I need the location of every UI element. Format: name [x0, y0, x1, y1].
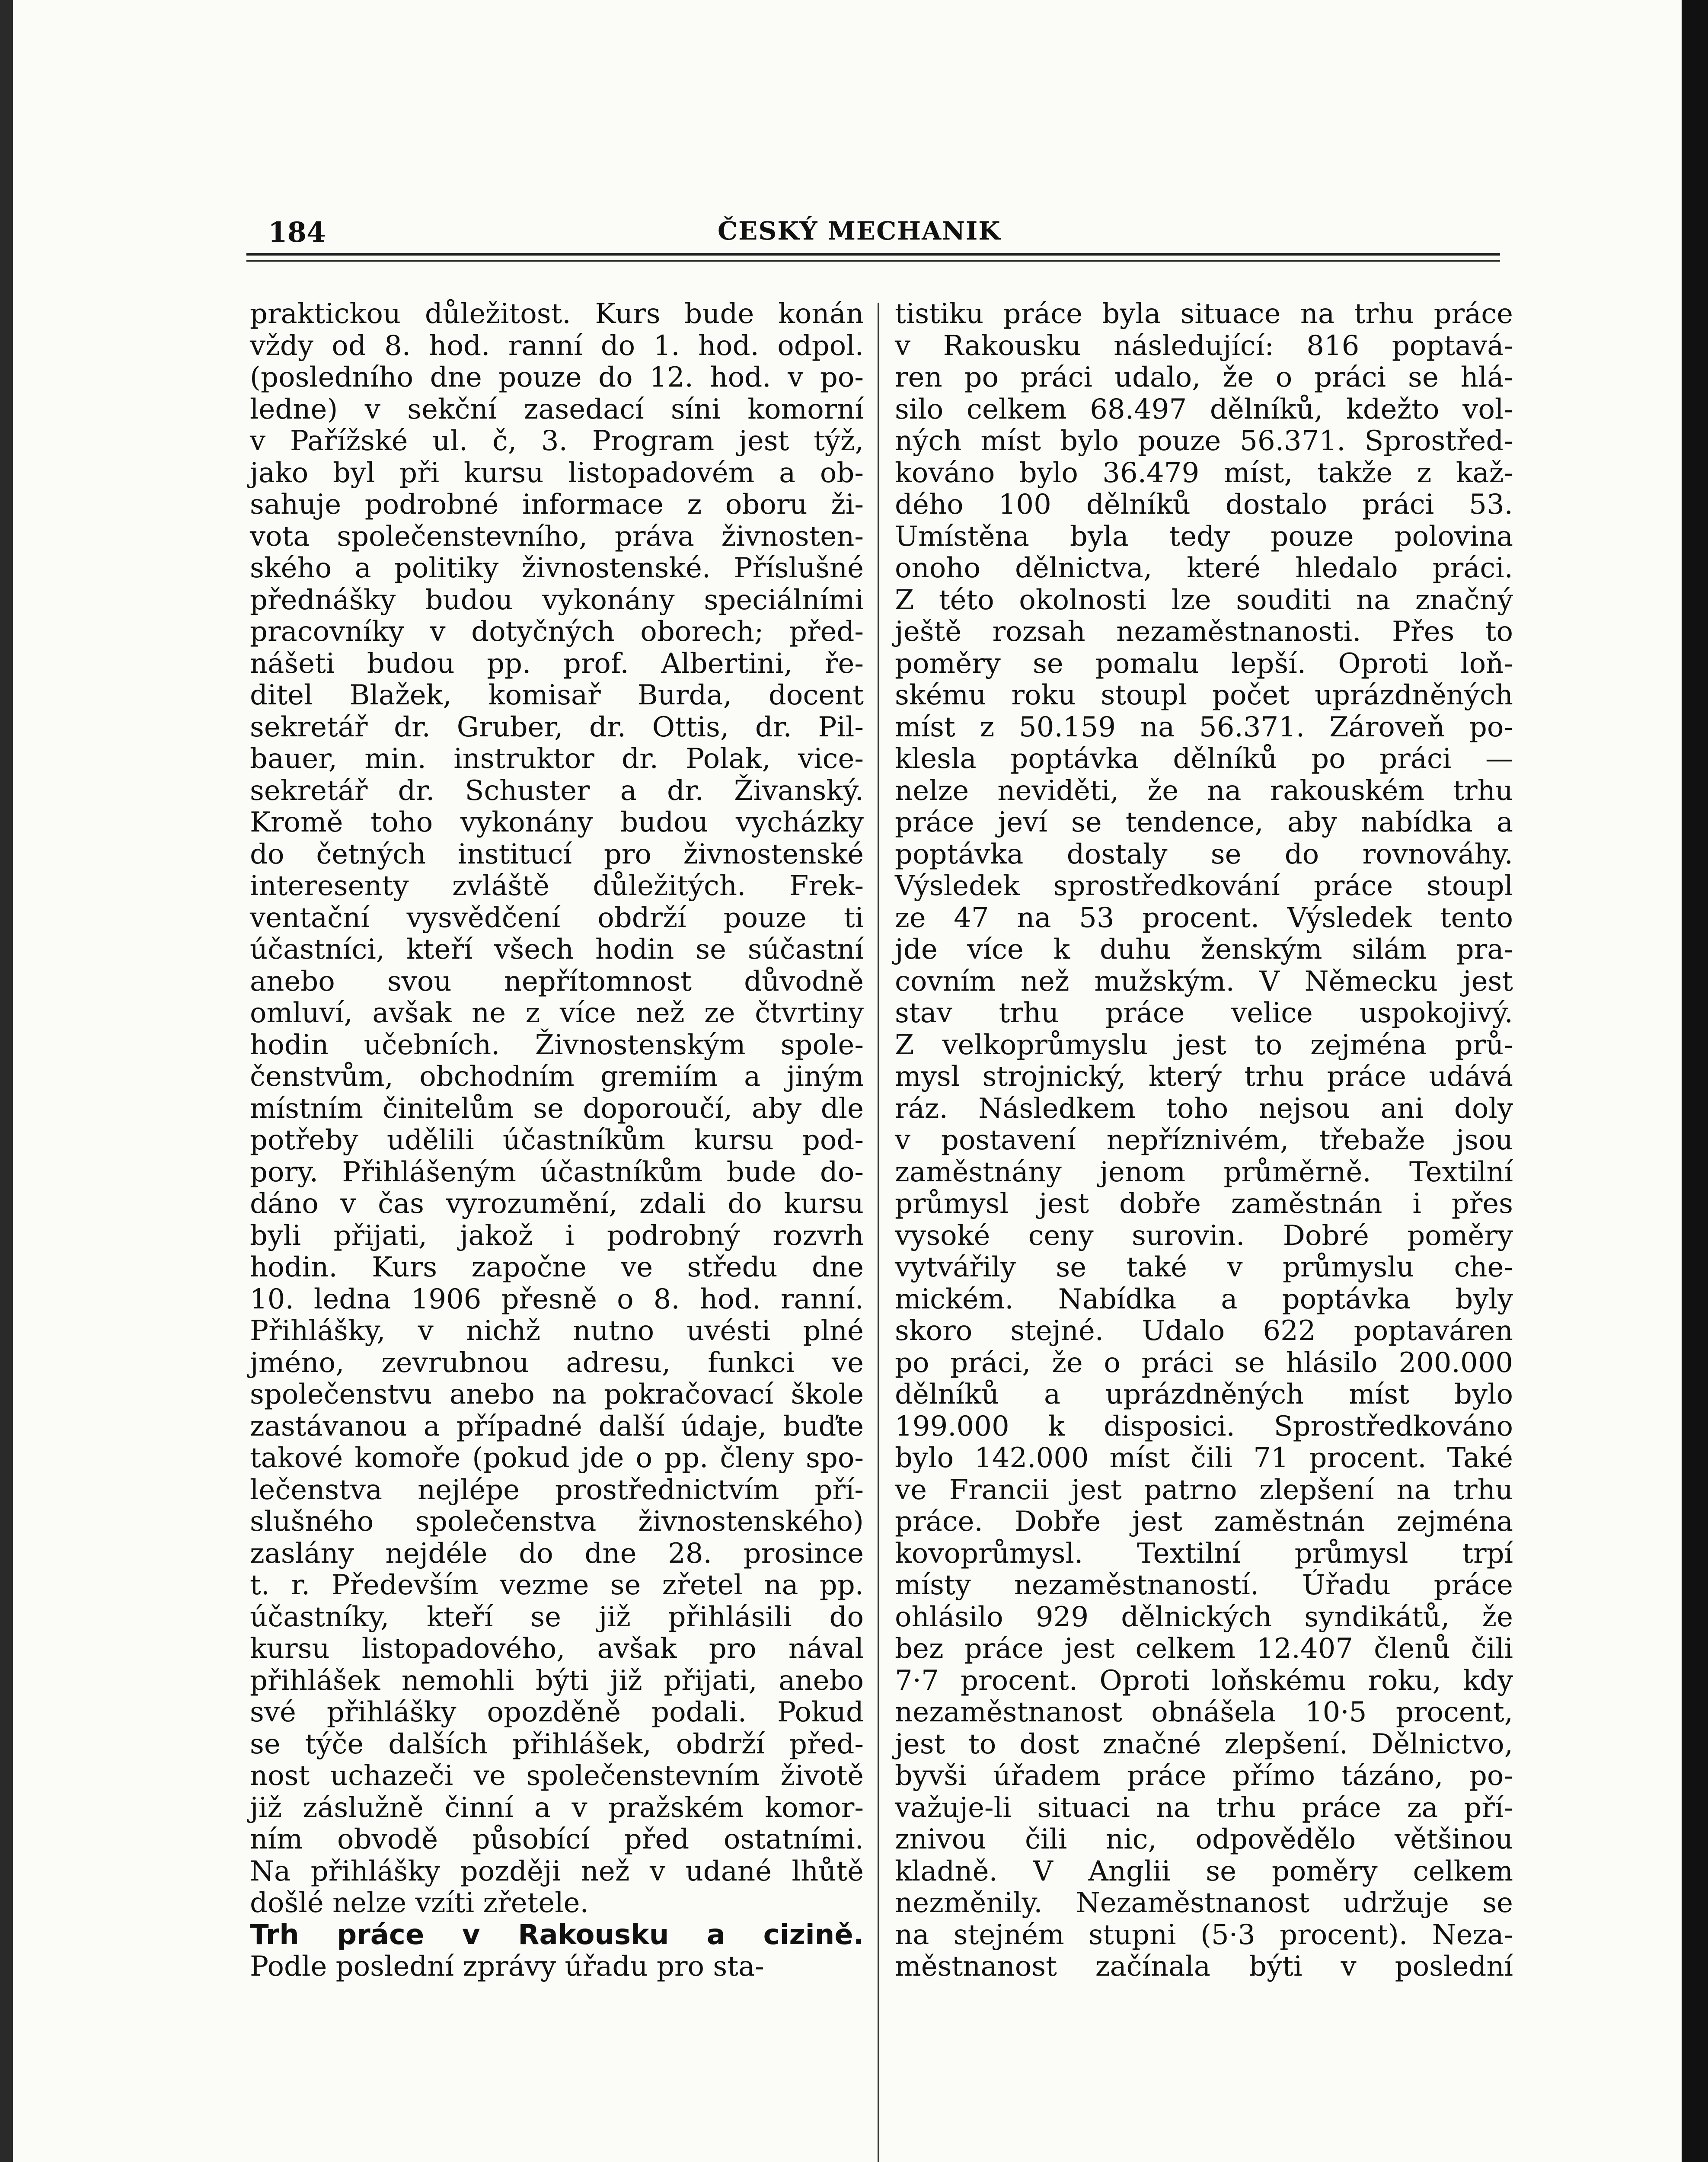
text-line: poměry se pomalu lepší. Oproti loň-	[895, 647, 1513, 680]
text-line: ných míst bylo pouze 56.371. Sprostřed-	[895, 425, 1513, 457]
text-line: stav trhu práce velice uspokojivý.	[895, 997, 1513, 1029]
text-line: zaslány nejdéle do dne 28. prosince	[250, 1537, 864, 1570]
text-line: ráz. Následkem toho nejsou ani doly	[895, 1092, 1513, 1125]
text-line: mysl strojnický, který trhu práce udává	[895, 1061, 1513, 1093]
text-line: znivou čili nic, odpovědělo většinou	[895, 1823, 1513, 1855]
header-rule	[246, 253, 1500, 256]
text-line: kladně. V Anglii se poměry celkem	[895, 1855, 1513, 1887]
text-line: nášeti budou pp. prof. Albertini, ře-	[250, 647, 864, 680]
text-line: pracovníky v dotyčných oborech; před-	[250, 616, 864, 648]
text-line: sekretář dr. Gruber, dr. Ottis, dr. Pil-	[250, 711, 864, 743]
text-line: Na přihlášky později než v udané lhůtě	[250, 1855, 864, 1887]
text-line: společenstvu anebo na pokračovací škole	[250, 1378, 864, 1410]
text-line: práce jeví se tendence, aby nabídka a	[895, 806, 1513, 838]
text-line: mickém. Nabídka a poptávka byly	[895, 1283, 1513, 1315]
text-line: slušného společenstva živnostenského)	[250, 1506, 864, 1538]
text-line: sahuje podrobné informace z oboru ži-	[250, 489, 864, 521]
text-line: vota společenstevního, práva živnosten-	[250, 520, 864, 553]
page	[13, 0, 1682, 2162]
text-line: zaměstnány jenom průměrně. Textilní	[895, 1156, 1513, 1188]
text-line: onoho dělnictva, které hledalo práci.	[895, 552, 1513, 584]
right-column	[895, 298, 1513, 1983]
text-line: silo celkem 68.497 dělníků, kdežto vol-	[895, 393, 1513, 425]
left-column	[250, 298, 864, 1983]
text-line: po práci, že o práci se hlásilo 200.000	[895, 1346, 1513, 1379]
text-line: bauer, min. instruktor dr. Polak, vice-	[250, 743, 864, 775]
page-header	[246, 216, 1500, 255]
text-line: nezměnily. Nezaměstnanost udržuje se	[895, 1887, 1513, 1919]
text-line: již záslužně činní a v pražském komor-	[250, 1791, 864, 1824]
text-line: važuje-li situaci na trhu práce za pří-	[895, 1791, 1513, 1824]
page-number: 184	[268, 216, 326, 249]
header-rule-thin	[246, 260, 1500, 262]
text-line: své přihlášky opozděně podali. Pokud	[250, 1696, 864, 1728]
text-line: jde více k duhu ženským silám pra-	[895, 934, 1513, 966]
text-line: ve Francii jest patrno zlepšení na trhu	[895, 1474, 1513, 1506]
text-line: vysoké ceny surovin. Dobré poměry	[895, 1219, 1513, 1252]
text-line: zastávanou a případné další údaje, buďte	[250, 1410, 864, 1442]
text-line: Kromě toho vykonány budou vycházky	[250, 806, 864, 838]
text-line: byvši úřadem práce přímo tázáno, po-	[895, 1760, 1513, 1792]
text-line: kováno bylo 36.479 míst, takže z kaž-	[895, 457, 1513, 489]
text-line: jako byl při kursu listopadovém a ob-	[250, 457, 864, 489]
text-line: pory. Přihlášeným účastníkům bude do-	[250, 1156, 864, 1188]
text-line: bylo 142.000 míst čili 71 procent. Také	[895, 1442, 1513, 1474]
text-line: takové komoře (pokud jde o pp. členy spo-	[250, 1442, 864, 1474]
text-line: tistiku práce byla situace na trhu práce	[895, 298, 1513, 330]
text-line: sekretář dr. Schuster a dr. Živanský.	[250, 774, 864, 807]
text-line: anebo svou nepřítomnost důvodně	[250, 965, 864, 998]
text-line: nelze neviděti, že na rakouském trhu	[895, 774, 1513, 807]
text-line: práce. Dobře jest zaměstnán zejména	[895, 1506, 1513, 1538]
text-line: účastníky, kteří se již přihlásili do	[250, 1601, 864, 1633]
text-line: vytvářily se také v průmyslu che-	[895, 1251, 1513, 1283]
text-line: účastníci, kteří všech hodin se súčastní	[250, 934, 864, 966]
text-line: interesenty zvláště důležitých. Frek-	[250, 870, 864, 902]
text-line: covním než mužským. V Německu jest	[895, 965, 1513, 998]
text-line: 7·7 procent. Oproti loňskému roku, kdy	[895, 1664, 1513, 1697]
text-line: ním obvodě působící před ostatními.	[250, 1823, 864, 1855]
text-line: omluví, avšak ne z více než ze čtvrtiny	[250, 997, 864, 1029]
section-heading: Trh práce v Rakousku a cizině.	[250, 1919, 864, 1951]
text-line: bez práce jest celkem 12.407 členů čili	[895, 1633, 1513, 1665]
text-line: t. r. Především vezme se zřetel na pp.	[250, 1569, 864, 1601]
text-line: přednášky budou vykonány speciálními	[250, 584, 864, 616]
text-line: Výsledek sprostředkování práce stoupl	[895, 870, 1513, 902]
text-line: ren po práci udalo, že o práci se hlá-	[895, 361, 1513, 393]
text-line: lečenstva nejlépe prostřednictvím pří-	[250, 1474, 864, 1506]
text-line: Umístěna byla tedy pouze polovina	[895, 520, 1513, 553]
text-line: dáno v čas vyrozumění, zdali do kursu	[250, 1188, 864, 1220]
text-line: došlé nelze vzíti zřetele.	[250, 1887, 589, 1919]
text-line: potřeby udělili účastníkům kursu pod-	[250, 1124, 864, 1156]
text-line: Z této okolnosti lze souditi na značný	[895, 584, 1513, 616]
text-line: ohlásilo 929 dělnických syndikátů, že	[895, 1601, 1513, 1633]
text-line: v Rakousku následující: 816 poptavá-	[895, 329, 1513, 362]
text-line: Podle poslední zprávy úřadu pro sta-	[250, 1951, 764, 1983]
scan-edge	[1682, 0, 1708, 2162]
text-line: vždy od 8. hod. ranní do 1. hod. odpol.	[250, 329, 864, 362]
text-line: 199.000 k disposici. Sprostředkováno	[895, 1410, 1513, 1442]
text-line: v Pařížské ul. č, 3. Program jest týž,	[250, 425, 864, 457]
text-line: na stejném stupni (5·3 procent). Neza-	[895, 1919, 1513, 1951]
text-line: průmysl jest dobře zaměstnán i přes	[895, 1188, 1513, 1220]
text-line: kursu listopadového, avšak pro nával	[250, 1633, 864, 1665]
text-line: nost uchazeči ve společenstevním životě	[250, 1760, 864, 1792]
text-line: hodin. Kurs započne ve středu dne	[250, 1251, 864, 1283]
text-line: (posledního dne pouze do 12. hod. v po-	[250, 361, 864, 393]
text-line: místním činitelům se doporoučí, aby dle	[250, 1092, 864, 1125]
text-line: jméno, zevrubnou adresu, funkci ve	[250, 1346, 864, 1379]
text-line: skému roku stoupl počet uprázdněných	[895, 679, 1513, 711]
column-divider	[878, 303, 879, 2162]
text-line: ventační vysvědčení obdrží pouze ti	[250, 902, 864, 934]
text-line: skoro stejné. Udalo 622 poptaváren	[895, 1315, 1513, 1347]
text-line: byli přijati, jakož i podrobný rozvrh	[250, 1219, 864, 1252]
text-line: dělníků a uprázdněných míst bylo	[895, 1378, 1513, 1410]
text-line: 10. ledna 1906 přesně o 8. hod. ranní.	[250, 1283, 864, 1315]
text-line: městnanost začínala býti v poslední	[895, 1951, 1513, 1983]
text-line: v postavení nepříznivém, třebaže jsou	[895, 1124, 1513, 1156]
running-title: ČESKÝ MECHANIK	[718, 216, 1001, 246]
text-line: kovoprůmysl. Textilní průmysl trpí	[895, 1537, 1513, 1570]
text-line: jest to dost značné zlepšení. Dělnictvo,	[895, 1728, 1513, 1760]
text-line: do četných institucí pro živnostenské	[250, 838, 864, 870]
text-line: se týče dalších přihlášek, obdrží před-	[250, 1728, 864, 1760]
text-line: ze 47 na 53 procent. Výsledek tento	[895, 902, 1513, 934]
text-line: místy nezaměstnaností. Úřadu práce	[895, 1569, 1513, 1601]
text-line: hodin učebních. Živnostenským spole-	[250, 1029, 864, 1061]
text-line: ditel Blažek, komisař Burda, docent	[250, 679, 864, 711]
text-line: dého 100 dělníků dostalo práci 53.	[895, 489, 1513, 521]
text-line: ledne) v sekční zasedací síni komorní	[250, 393, 864, 425]
text-line: čenstvům, obchodním gremiím a jiným	[250, 1061, 864, 1093]
text-line: nezaměstnanost obnášela 10·5 procent,	[895, 1696, 1513, 1728]
text-line: klesla poptávka dělníků po práci —	[895, 743, 1513, 775]
text-line: míst z 50.159 na 56.371. Zároveň po-	[895, 711, 1513, 743]
text-line: Přihlášky, v nichž nutno uvésti plné	[250, 1315, 864, 1347]
text-line: ještě rozsah nezaměstnanosti. Přes to	[895, 616, 1513, 648]
text-line: ského a politiky živnostenské. Příslušné	[250, 552, 864, 584]
text-line: poptávka dostaly se do rovnováhy.	[895, 838, 1513, 870]
text-line: praktickou důležitost. Kurs bude konán	[250, 298, 864, 330]
text-line: Z velkoprůmyslu jest to zejména prů-	[895, 1029, 1513, 1061]
text-line: přihlášek nemohli býti již přijati, anebo	[250, 1664, 864, 1697]
